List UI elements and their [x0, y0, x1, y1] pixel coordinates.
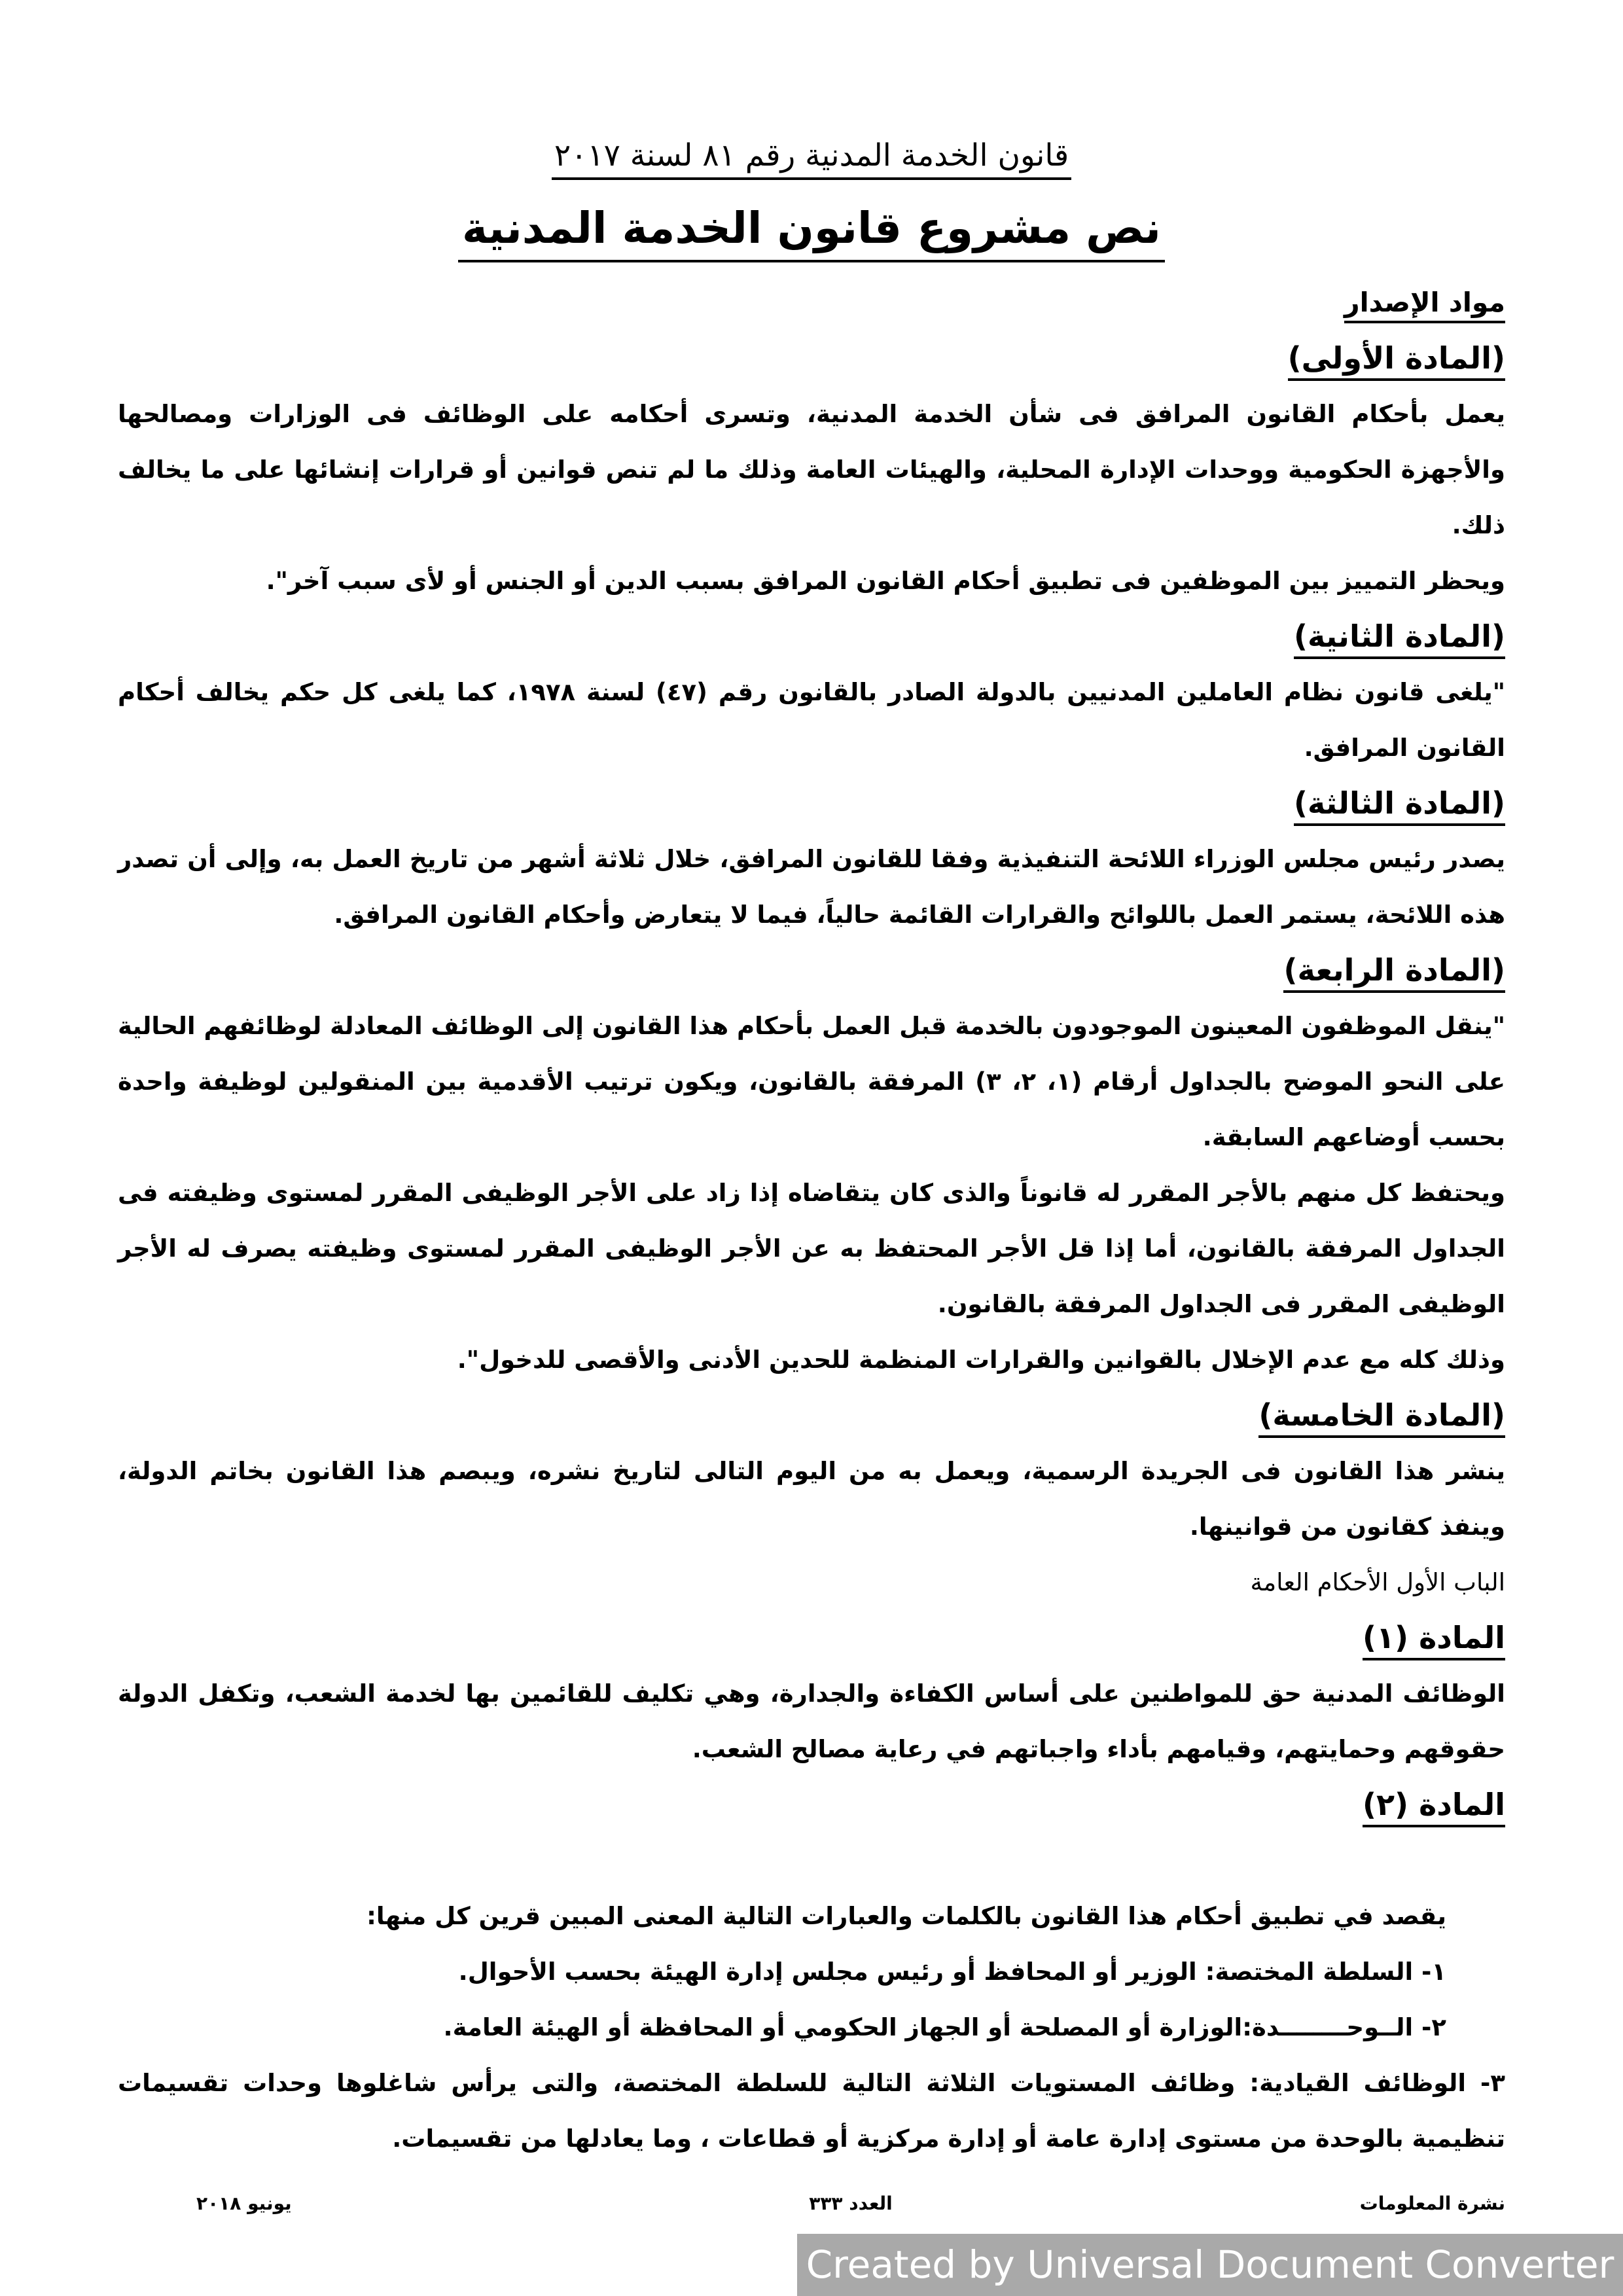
article-4-paragraph: ويحتفظ كل منهم بالأجر المقرر له قانوناً والذى كان يتقاضاه إذا زاد على الأجر الوظيفى المقرر لمستوى وظيفته فى الجداول المرفقة بالقانون، أما إذا قل الأجر المحتفظ به عن الأجر الوظيفى المقرر لمستوى وظيفته يصرف له الأجر الوظيفى المقرر فى الجداول المرفقة بالقانون. — [118, 1179, 1505, 1318]
converter-watermark: Created by Universal Document Converter — [797, 2234, 1623, 2296]
article-1-paragraph: يعمل بأحكام القانون المرافق فى شأن الخدمة المدنية، وتسرى أحكامه على الوظائف فى الوزارات ومصالحها والأجهزة الحكومية ووحدات الإدارة المحلية، والهيئات العامة وذلك ما لم تنص قوانين أو قرارات إنشائها على ما يخالف ذلك. — [118, 400, 1505, 539]
article-4-paragraph: وذلك كله مع عدم الإخلال بالقوانين والقرارات المنظمة للحدين الأدنى والأقصى للدخول". — [457, 1346, 1505, 1374]
footer-publication: نشرة المعلومات — [1359, 2193, 1505, 2214]
chapter-line: الباب الأول الأحكام العامة — [1250, 1568, 1505, 1596]
definition-item: ٣- الوظائف القيادية: وظائف المستويات الثلاثة التالية للسلطة المختصة، والتى يرأس شاغلوها وحدات تقسيمات تنظيمية بالوحدة من مستوى إدارة عامة أو إدارة مركزية أو قطاعات ، وما يعادلها من تقسيمات. — [118, 2069, 1505, 2153]
definition-item: ٢- الــوحــــــــدة:الوزارة أو المصلحة أو الجهاز الحكومي أو المحافظة أو الهيئة العامة. — [443, 2013, 1446, 2041]
clause-2-intro: يقصد في تطبيق أحكام هذا القانون بالكلمات والعبارات التالية المعنى المبين قرين كل منها: — [366, 1902, 1446, 1930]
article-2-paragraph: "يلغى قانون نظام العاملين المدنيين بالدولة الصادر بالقانون رقم (٤٧) لسنة ١٩٧٨، كما يلغى كل حكم يخالف أحكام القانون المرافق. — [118, 678, 1505, 762]
clause-1-heading: المادة (١) — [118, 1610, 1505, 1666]
article-3-paragraph: يصدر رئيس مجلس الوزراء اللائحة التنفيذية وفقا للقانون المرافق، خلال ثلاثة أشهر من تاريخ العمل به، وإلى أن تصدر هذه اللائحة، يستمر العمل باللوائح والقرارات القائمة حالياً، فيما لا يتعارض وأحكام القانون المرافق. — [118, 845, 1505, 929]
article-2-heading: (المادة الثانية) — [118, 609, 1505, 664]
law-title: قانون الخدمة المدنية رقم ٨١ لسنة ٢٠١٧ — [0, 137, 1623, 173]
article-4-paragraph: "ينقل الموظفون المعينون الموجودون بالخدمة قبل العمل بأحكام هذا القانون إلى الوظائف المعادلة لوظائفهم الحالية على النحو الموضح بالجداول أرقام (١، ٢، ٣) المرفقة بالقانون، ويكون ترتيب الأقدمية بين المنقولين لوظيفة واحدة بحسب أوضاعهم السابقة. — [118, 1012, 1505, 1151]
article-5-heading: (المادة الخامسة) — [118, 1388, 1505, 1443]
article-1-paragraph: ويحظر التمييز بين الموظفين فى تطبيق أحكام القانون المرافق بسبب الدين أو الجنس أو لأى سبب آخر". — [266, 567, 1505, 595]
article-3-heading: (المادة الثالثة) — [118, 776, 1505, 831]
issuance-heading: مواد الإصدار — [118, 275, 1505, 331]
footer-issue: العدد ٣٣٣ — [809, 2193, 893, 2214]
draft-title: نص مشروع قانون الخدمة المدنية — [0, 203, 1623, 253]
article-4-heading: (المادة الرابعة) — [118, 942, 1505, 998]
page-footer — [196, 2193, 1505, 2219]
article-5-paragraph: ينشر هذا القانون فى الجريدة الرسمية، ويعمل به من اليوم التالى لتاريخ نشره، ويبصم هذا القانون بخاتم الدولة، وينفذ كقانون من قوانينها. — [118, 1457, 1505, 1541]
document-body — [118, 275, 1505, 2166]
footer-date: يونيو ٢٠١٨ — [196, 2193, 292, 2214]
spacer — [118, 1833, 1505, 1888]
clause-1-paragraph: الوظائف المدنية حق للمواطنين على أساس الكفاءة والجدارة، وهي تكليف للقائمين بها لخدمة الشعب، وتكفل الدولة حقوقهم وحمايتهم، وقيامهم بأداء واجباتهم في رعاية مصالح الشعب. — [118, 1679, 1505, 1763]
definition-item: ١- السلطة المختصة: الوزير أو المحافظ أو رئيس مجلس إدارة الهيئة بحسب الأحوال. — [458, 1958, 1446, 1986]
article-1-heading: (المادة الأولى) — [118, 331, 1505, 386]
clause-2-heading: المادة (٢) — [118, 1777, 1505, 1833]
